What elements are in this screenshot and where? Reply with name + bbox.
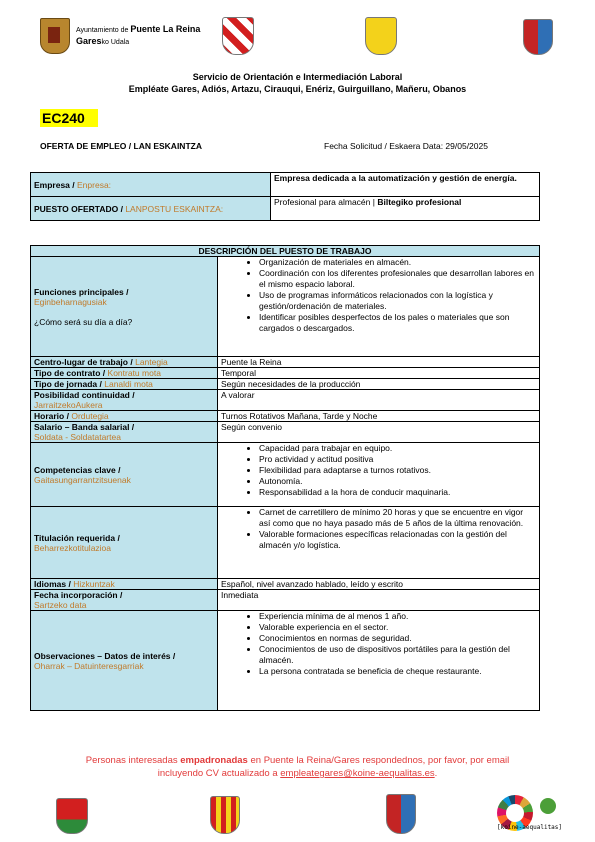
workday-value: Según necesidades de la producción [218,379,540,390]
list-item: • Flexibilidad para adaptarse a turnos rotativos. [259,465,536,476]
list-item: • Conocimientos en normas de seguridad. [259,633,536,644]
tree-shield-icon [365,17,397,55]
functions-list [218,257,540,357]
crowned-shield-icon [210,796,240,834]
list-item: • Uso de programas informáticos relacionados con la logística y gestión/ordenación de materiales. [259,290,536,312]
position-label: PUESTO OFERTADO / LANPOSTU ESKAINTZA: [31,197,271,221]
koine-label: [koine-aequalitas] [497,824,563,831]
list-item: • Coordinación con los diferentes profesionales que desarrollan labores en el mismo espacio laboral. [259,268,536,290]
competences-label: Competencias clave / Gaitasungarrantzitsuenak [31,443,218,507]
koine-icon [540,798,556,814]
observations-label: Observaciones – Datos de interés / Oharrak – Datuinteresgarriak [31,611,218,711]
observations-list [218,611,540,711]
logo-name: Puente La Reina [130,24,201,34]
functions-label: Funciones principales / Eginbeharnagusiak ¿Cómo será su día a día? [31,257,218,357]
logo-text [76,24,200,48]
list-item: • Autonomía. [259,476,536,487]
start-value: Inmediata [218,590,540,611]
languages-value: Español, nivel avanzado hablado, leído y escrito [218,579,540,590]
logo-line1: Ayuntamiento de [76,27,129,34]
position-value: Profesional para almacén | Biltegiko profesional [271,197,540,221]
workplace-value: Puente la Reina [218,357,540,368]
workday-label: Tipo de jornada / Lanaldi mota [31,379,218,390]
list-item: • Conocimientos de uso de dispositivos portátiles para la gestión del almacén. [259,644,536,666]
list-item: • Capacidad para trabajar en equipo. [259,443,536,454]
schedule-label: Horario / Ordutegia [31,411,218,422]
logo-line3: ko Udala [101,39,130,46]
qualification-label: Titulación requerida / Beharrezkotitulazioa [31,507,218,579]
workplace-label: Centro-lugar de trabajo / Lantegia [31,357,218,368]
offer-label: OFERTA DE EMPLEO / LAN ESKAINTZA [40,141,202,151]
list-item: • Valorable formaciones específicas relacionadas con la gestión del almacén y/o logística. [259,529,536,551]
company-table [30,172,540,221]
start-label: Fecha incorporación / Sartzeko data [31,590,218,611]
salary-label: Salario – Banda salarial / Soldata - Soldatatartea [31,422,218,443]
list-item: • Carnet de carretillero de mínimo 20 horas y que se encuentre en vigor así como que no haya pasado más de 5 años de la última renovación. [259,507,536,529]
knight-shield-icon [386,794,416,834]
salary-value: Según convenio [218,422,540,443]
list-item: • Organización de materiales en almacén. [259,257,536,268]
footer-note: Personas interesadas empadronadas en Puente la Reina/Gares respondednos, por favor, por email incluyendo CV actualizado a empleategares@koine-aequalitas.es. [85,755,510,779]
service-title-line2: Empléate Gares, Adiós, Artazu, Cirauqui, Enériz, Guirguillano, Mañeru, Obanos [128,84,467,94]
offer-code: EC240 [40,109,98,127]
languages-label: Idiomas / Hizkuntzak [31,579,218,590]
continuity-label: Posibilidad continuidad / JarraitzekoAukera [31,390,218,411]
description-table [30,245,540,711]
logo-line2: Gares [76,36,102,46]
list-item: • Identificar posibles desperfectos de los pales o materiales que son cargados o descargados. [259,312,536,334]
list-item: • Pro actividad y actitud positiva [259,454,536,465]
town-crest-icon [40,18,70,54]
contact-email-link[interactable]: empleategares@koine-aequalitas.es [280,768,435,779]
contract-label: Tipo de contrato / Kontratu mota [31,368,218,379]
list-item: • Valorable experiencia en el sector. [259,622,536,633]
schedule-value: Turnos Rotativos Mañana, Tarde y Noche [218,411,540,422]
list-item: • La persona contratada se beneficia de cheque restaurante. [259,666,536,677]
service-title [0,71,595,95]
continuity-value: A valorar [218,390,540,411]
service-title-line1: Servicio de Orientación e Intermediación Laboral [192,72,403,82]
list-item: • Experiencia mínima de al menos 1 año. [259,611,536,622]
company-label: Empresa / Enpresa: [31,173,271,197]
contract-value: Temporal [218,368,540,379]
competences-list [218,443,540,507]
puente-la-reina-logo [40,17,210,55]
description-header: DESCRIPCIÓN DEL PUESTO DE TRABAJO [31,246,540,257]
shield-icon [222,17,254,55]
company-value: Empresa dedicada a la automatización y gestión de energía. [271,173,540,197]
town-shield-icon [56,798,88,834]
crowned-shield-icon [523,19,553,55]
request-date: Fecha Solicitud / Eskaera Data: 29/05/2025 [324,141,488,151]
list-item: • Responsabilidad a la hora de conducir maquinaria. [259,487,536,498]
qualification-list [218,507,540,579]
